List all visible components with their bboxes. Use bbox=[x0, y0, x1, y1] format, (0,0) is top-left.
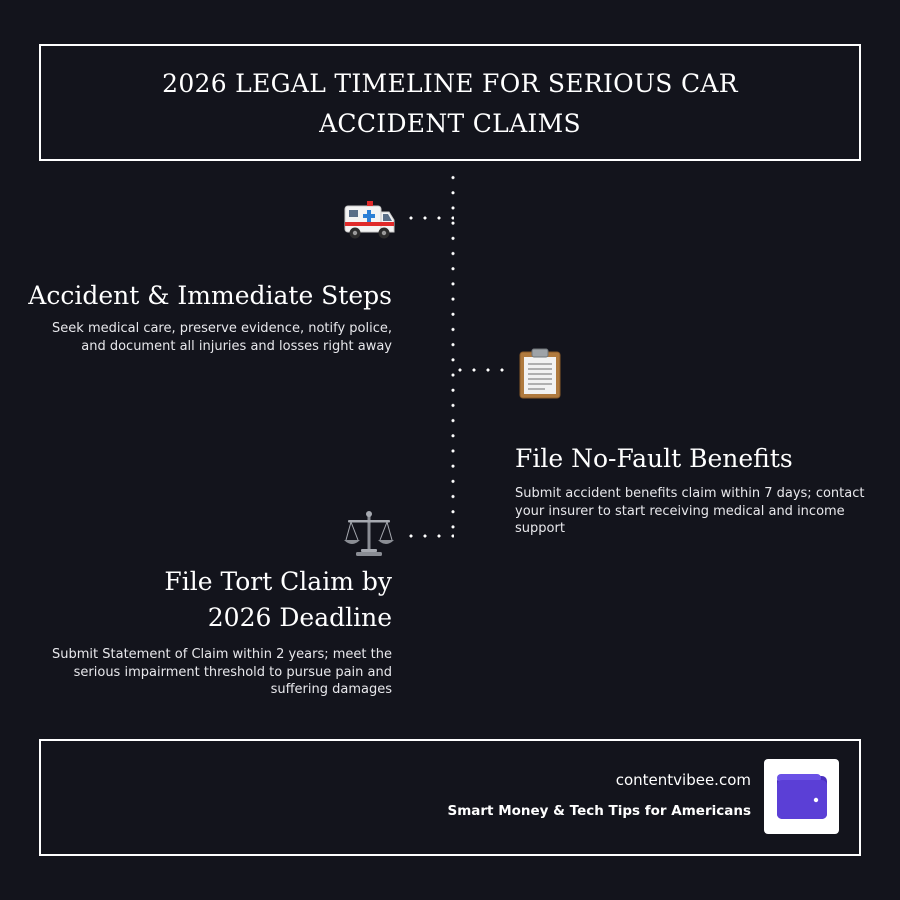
page-title: 2026 LEGAL TIMELINE FOR SERIOUS CAR ACCIDENT CLAIMS bbox=[162, 68, 738, 138]
clipboard-icon bbox=[513, 346, 567, 400]
wallet-icon bbox=[776, 773, 828, 821]
footer-logo bbox=[764, 759, 839, 834]
step-description-tort-claim: Submit Statement of Claim within 2 years; meet the serious impairment threshold to pursue pain and suffering damages bbox=[52, 647, 392, 697]
timeline-connector-2 bbox=[453, 368, 505, 372]
step-heading-tort-claim: File Tort Claim by 2026 Deadline bbox=[164, 567, 392, 632]
step-description-no-fault: Submit accident benefits claim within 7 days; contact your insurer to start receiving medical and income support bbox=[515, 486, 865, 536]
timeline-spine bbox=[451, 170, 455, 540]
footer-website-link[interactable]: contentvibee.com bbox=[615, 771, 751, 789]
footer-tagline: Smart Money & Tech Tips for Americans bbox=[447, 803, 751, 819]
title-box bbox=[39, 44, 861, 161]
timeline-connector-3 bbox=[404, 534, 454, 538]
scales-icon bbox=[342, 508, 396, 562]
step-heading-accident: Accident & Immediate Steps bbox=[28, 281, 392, 310]
step-heading-no-fault: File No-Fault Benefits bbox=[515, 444, 793, 473]
ambulance-icon bbox=[342, 190, 396, 244]
footer-box bbox=[39, 739, 861, 856]
timeline-connector-1 bbox=[404, 216, 454, 220]
step-description-accident: Seek medical care, preserve evidence, notify police, and document all injuries and losses right away bbox=[52, 321, 392, 354]
